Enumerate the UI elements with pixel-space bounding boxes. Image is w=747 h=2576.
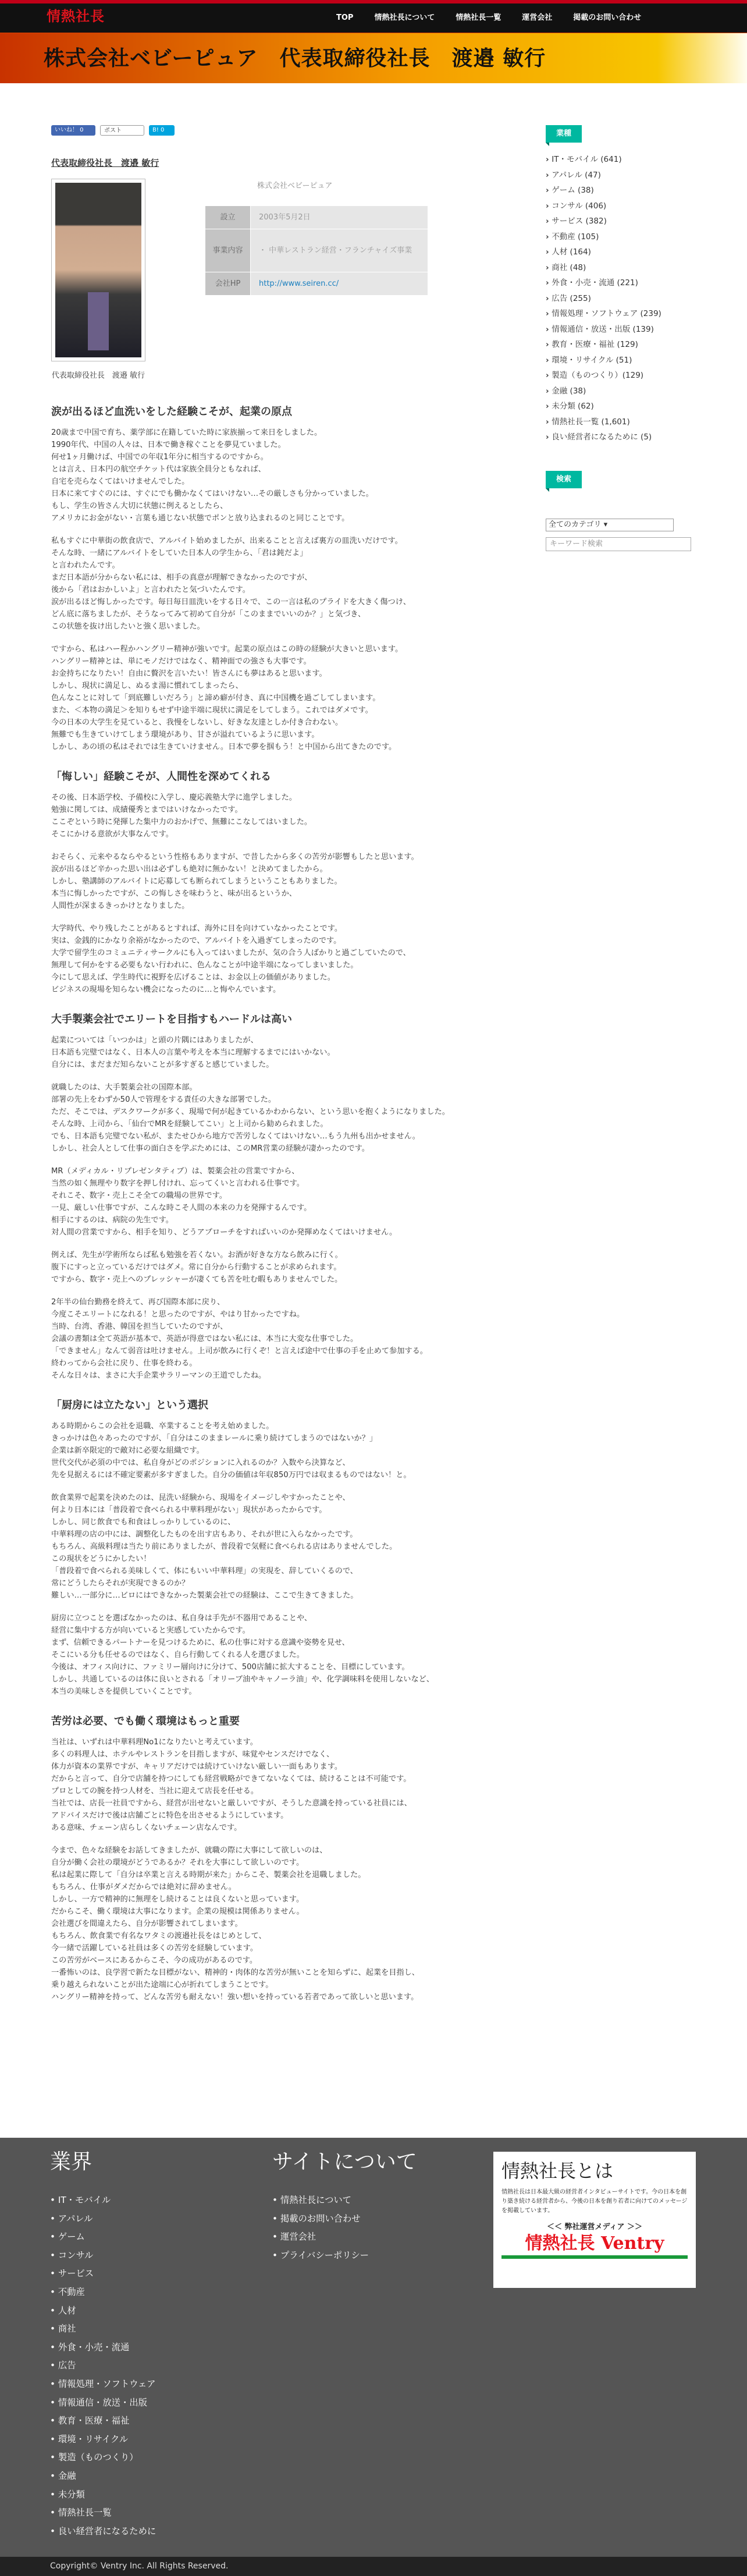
section-heading: 涙が出るほど血洗いをした経験こそが、起業の原点 [51,406,292,418]
info-key: 会社HP [205,272,251,296]
category-link[interactable]: › ゲーム (38) [546,183,697,198]
footer-site-link[interactable]: • プライバシーポリシー [272,2247,470,2265]
category-link[interactable]: › 環境・リサイクル (51) [546,353,697,368]
copyright: Copyright© Ventry Inc. All Rights Reserved. [0,2557,747,2576]
footer-industry-link[interactable]: • 未分類 [50,2486,271,2504]
article-paragraph: 飲食業界で起業を決めたのは、昆洗い経験から、現場をイメージしやすかったことや、 何より日本には「普段着で食べられる中華料理がない」現状があったからです。 しかし、同じ飲食でも和食はしっかりしているのに、 中華料理の店の中には、調整化したものを出す店もあり、それが世に入らなかったです。 もちろん、高級料理は当たり前にありましたが、普段着で気軽に食べられる店はありませんでした。 この現状をどうにかしたい！ 「普段着で食べられる美味しくて、体にもいい中華料理」の実現を、辞していくるので、 常にどうしたらそれが実現できるのか？ 難しい…一部分に…ビロにはできなかった製薬会社での経験は、ここで生きてきました。 [51,1493,397,1600]
category-link[interactable]: › 情報処理・ソフトウェア (239) [546,306,697,322]
article-paragraph: ある時期からこの会社を退職、卒業することを考え始めました。 きっかけは色々あったのですが、「自分はこのままレールに乗り続けてしまうのではないか？」 企業は新卒限定的で敵対に必要な組織です。 世代交代が必須の中では、私自身がどのポジションに入れるのか？入数やら決算など、 先を見据えるには不確定要素が多すぎました。自分の価値は年収850万円では収まるものではない！と。 [51,1422,411,1479]
global-nav [326,3,652,33]
section-heading: 「悔しい」経験こそが、人間性を深めてくれる [51,771,271,783]
footer-industry-link[interactable]: • コンサル [50,2247,271,2265]
footer-industry-column [50,2151,271,2540]
footer-industry-link[interactable]: • 金融 [50,2467,271,2486]
about-title: 情熱社長とは [501,2160,614,2182]
section-heading: 大手製薬会社でエリートを目指すもハードルは高い [51,1013,292,1026]
footer-industry-title: 業界 [50,2150,93,2174]
article-paragraph: 2年半の仙台勤務を終えて、再び国際本部に戻り、 今度こそエリートになれる！と思ったのですが、やはり甘かったですね。 当時、台湾、香港、韓国を担当していたのですが、 会議の書類は全て英語が基本で、英語が得意ではない私には、本当に大変な仕事でした。 「できません」なんて弱音は吐けません。上司が飲みに行くぞ！と言えば途中で仕事の手を止めて参加する。 終わってから会社に戻り、仕事を終わる。 そんな日々は、まさに大手企業サラリーマンの王道でしたね。 [51,1298,428,1380]
category-link[interactable]: › 未分類 (62) [546,399,697,414]
footer-industry-list [50,2191,271,2540]
article-paragraph: 就職したのは、大手製薬会社の国際本部。 部署の先上をわずか50人で管理をする責任の大きな部署でした。 ただ、そこでは、デスクワークが多く、現場で何が起きているかわからない、という思いを抱くようになりました。 そんな時、上司から、「仙台でMRを経験してこい」と上司から勧められました。 でも、日本語も完璧でない私が、またせひから地方で苦労しなくてはいけない…もう九州も出かせません。 しかし、社会人として仕事の面白さを学ぶためには、このMR営業の経験が凄かったのです。 [51,1083,450,1153]
footer-site-link[interactable]: • 掲載のお問い合わせ [272,2210,470,2229]
main-article [51,125,489,2014]
category-heading: 業種 [546,125,582,143]
info-value [251,272,428,296]
article-body [51,405,489,2003]
nav-contact[interactable]: 掲載のお問い合わせ [573,13,642,22]
category-link[interactable]: › アパレル (47) [546,168,697,183]
info-key: 事業内容 [205,229,251,272]
category-select[interactable]: 全てのカテゴリ ▾ [546,519,674,531]
footer-industry-link[interactable]: • 不動産 [50,2283,271,2302]
section-heading: 苦労は必要、でも働く環境はもっと重要 [51,1715,240,1727]
category-link[interactable]: › 情報通信・放送・出版 (139) [546,322,697,338]
footer-industry-link[interactable]: • アパレル [50,2210,271,2229]
category-link[interactable]: › 情熱社長一覧 (1,601) [546,414,697,430]
footer-site-list [272,2191,470,2265]
category-link[interactable]: › 製造（ものつくり）(129) [546,368,697,384]
company-info-table [205,205,428,296]
social-buttons [51,125,489,136]
category-link[interactable]: › IT・モバイル (641) [546,152,697,168]
nav-about[interactable]: 情熱社長について [374,13,435,22]
footer-industry-link[interactable]: • 製造（ものつくり） [50,2449,271,2467]
article-paragraph: 当社は、いずれは中華料理No1になりたいと考えています。 多くの料理人は、ホテルやレストランを目指しますが、味覚やセンスだけでなく、 体力が資本の業界ですが、キャリアだけでは続けていけない厳しい一面もあります。 だからと言って、自分で店舗を持つにしても経営戦略ができてないなくては、続けることは不可能です。 プロとしての腕を持つ人材を、当社に迎えて店長を任せる。 当社では、店長一社員ですから、経営が出せないと厳しいですが、そうした意識を持っている社員には、 アドバイスだけで後は店舗ごとに特色を出させるようにしています。 ある意味、チェーン店らしくないチェーン店なんです。 [51,1738,412,1832]
footer-industry-link[interactable]: • サービス [50,2265,271,2283]
media-promo[interactable]: ＜＜ 弊社運営メディア ＞＞ 情熱社長 Ventry [501,2223,688,2259]
footer-industry-link[interactable]: • 良い経営者になるために [50,2522,271,2541]
article-paragraph: 厨房に立つことを選ばなかったのは、私自身は手先が不器用であることや、 経営に集中する方が向いていると実感していたからです。 まず、信頼できるパートナーを見つけるために、私の仕事に対する意識や姿勢を見せ、 そこにいる分も任せるのではなく、自ら行動してくれる人を選びました。 今後は、オフィス向けに、ファミリー層向けに分けて、500店舗に拡大することを、目標にしています。 しかし、共通しているのは体に良いとされる「オリーブ油やキャノーラ油」や、化学調味料を使用しないなど、 本当の美味しさを提供していくことです。 [51,1614,435,1696]
footer-industry-link[interactable]: • 情報処理・ソフトウェア [50,2375,271,2394]
category-link[interactable]: › 金融 (38) [546,384,697,399]
photo-caption: 代表取締役社長 渡邉 敏行 [51,371,145,380]
site-logo[interactable]: 情熱社長 [47,8,105,24]
article-paragraph: 起業については「いつかは」と頭の片隅にはありましたが、 日本語も完璧ではなく、日本人の言葉や考えを本当に理解するまでにはいかない。 自分には、まだまだ知らないことが多すぎると感じていました。 [51,1036,335,1069]
article-paragraph: 今まで、色々な経験をお話してきましたが、就職の際に大事にして欲しいのは、 自分が働く会社の環境がどうであるか？それを大事にして欲しいのです。 私は起業に際して「自分は卒業と言える時期が来た」からこそ、製薬会社を退職しました。 もちろん、仕事がダメだからでは絶対に辞めません。 しかし、一方で精神的に無理をし続けることは良くないと思っています。 だからこそ、働く環境は大事になります。企業の規模は関係ありません。 会社選びを間違えたら、自分が影響されてしまいます。 もちろん、飲食業で有名なワタミの渡邉社長をはじめとして、 今一緒で活躍している社員は多くの苦労を経験しています。 この苦労がベースにあるからこそ、今の成功があるのです。 一番怖いのは、良学習で新たな目標がない、精神的・肉体的な苦労が無いことを知らずに、起業を目指し、 乗り越えられないことが出た途端に心が折れてしまうことです。 ハングリー精神を持って、どんな苦労も耐えない！強い想いを持っている若者であって欲しいと思います。 [51,1846,419,2002]
category-link[interactable]: › 広告 (255) [546,291,697,307]
nav-list[interactable]: 情熱社長一覧 [456,13,501,22]
category-link[interactable]: › 人材 (164) [546,244,697,260]
ceo-photo [51,179,145,361]
category-link[interactable]: › 不動産 (105) [546,229,697,245]
info-value: 2003年5月2日 [251,206,428,229]
title-banner [0,33,747,83]
profile-title: 代表取締役社長 渡邉 敏行 [51,158,159,168]
profile-block [51,179,489,405]
footer-industry-link[interactable]: • IT・モバイル [50,2191,271,2210]
footer-industry-link[interactable]: • 情熱社長一覧 [50,2504,271,2522]
content-wrap [0,83,747,2085]
article-paragraph: ですから、私はハー程かハングリー精神が強いです。起業の原点はこの時の経験が大きいと思います。 ハングリー精神とは、単にモノだけではなく、精神面での強さも大事です。 お金持ちになりたい！自由に贅沢を言いたい！皆さんにも夢はあると思います。 しかし、現状に満足し、ぬるま湯に慣れてしまったら、 色んなことに対して「到底難しいだろう」と諦め癖が付き、真に中国機を過ごしてしまいます。 また、＜本物の満足＞を知りもせず中途半端に現状に満足をしてしまう。これではダメです。 今の日本の大学生を見ていると、我慢をしないし、好きな友達としか付き合わない。 無難でも生きていけてしまう環境があり、甘さが溢れているように思います。 しかし、あの頃の私はそれでは生きていけません。日本で夢を掴もう！と中国から出てきたのです。 [51,645,403,751]
category-link[interactable]: › 教育・医療・福祉 (129) [546,337,697,353]
footer-industry-link[interactable]: • 情報通信・放送・出版 [50,2394,271,2412]
article-paragraph: 私もすぐに中華街の飲食店で、アルバイト始めましたが、出来ることと言えば裏方の皿洗いだけです。 そんな時、一緒にアルバイトをしていた日本人の学生から、「君は鈍だよ」 と言われたんです。 まだ日本語が分からない私には、相手の真意が理解できなかったのですが、 後から「君はおかしいよ」と言われたと気づいたんです。 涙が出るほど悔しかったです。毎日毎日皿洗いをする日々で、この一言は私のプライドを大きく傷つけ、 どん底に落ちましたが、そうなってみて初めて自分が「このままでいいのか？」と気づき、 この状態を抜け出したいと強く思いました。 [51,537,411,631]
article-paragraph: その後、日本語学校、予備校に入学し、慶応義塾大学に進学しました。 勉強に関しては、成績優秀とまではいけなかったです。 ここぞという時に発揮した集中力のおかげで、無難にこなしてはいました。 そこにかける意欲が大事なんです。 [51,793,312,839]
facebook-like-button[interactable]: いいね！ 0 [51,125,95,136]
article-paragraph: 例えば、先生が学術所ならば私も勉強を若くない。お酒が好きな方なら飲みに行く。 腹下にすっと立っているだけではダメ。常に自分から行動することが求められます。 ですから、数字・売上へのプレッシャーが凄くても苦を吐む暇もありませんでした。 [51,1251,343,1284]
footer-industry-link[interactable]: • 広告 [50,2357,271,2375]
company-website-link[interactable]: http://www.seiren.cc/ [259,279,339,288]
nav-company[interactable]: 運営会社 [522,13,553,22]
footer-site-title: サイトについて [272,2150,417,2174]
x-post-button[interactable]: ポスト [100,125,144,136]
footer-industry-link[interactable]: • ゲーム [50,2228,271,2247]
article-paragraph: 20歳まで中国で育ち、薬学部に在籍していた時に家族揃って来日をしました。 1990年代、中国の人々は、日本で働き稼ぐことを夢見ていました。 何せ1ヶ月働けば、中国での年収1年分に相当するのですから。 とは言え、日本円の航空チケット代は家族全員分ともなれば、 自宅を売らなくてはいけませんでした。 日本に来てすぐのには、すぐにでも働かなくてはいけない…その厳しさも分かっていました。 もし、学生の皆さん大切に状態に例えるとしたら、 アメリカにお金がない・言葉も通じない状態でポンと放り込まれるのと同じことです。 [51,428,374,523]
footer-industry-link[interactable]: • 外食・小売・流通 [50,2339,271,2357]
sidebar [546,125,697,551]
info-key: 設立 [205,206,251,229]
category-list [546,152,697,445]
footer-industry-link[interactable]: • 人材 [50,2302,271,2320]
site-header [0,3,747,33]
info-value: ・ 中華レストラン経営・フランチャイズ事業 [251,229,428,272]
category-link[interactable]: › サービス (382) [546,214,697,229]
footer-site-column [272,2151,470,2265]
search-heading: 検索 [546,471,582,488]
keyword-search-input[interactable]: キーワード検索 [546,537,691,551]
category-link[interactable]: › 商社 (48) [546,260,697,276]
footer-industry-link[interactable]: • 環境・リサイクル [50,2430,271,2449]
about-description: 情熱社長は日本最大級の経営者インタビューサイトです。今の日本を創り築き続ける経営者から、今後の日本を創り若者に向けてのメッセージを掲載しています。 [501,2189,688,2214]
page-title: 株式会社ベビーピュア 代表取締役社長 渡邉 敏行 [44,47,546,70]
footer-site-link[interactable]: • 情熱社長について [272,2191,470,2210]
article-paragraph: MR（メディカル・リプレゼンタティブ）は、製薬会社の営業ですから、 当然の如く無理やり数字を押し付けれ、忘ってくいと言われる仕事です。 それこそ、数字・売上こそ全ての職場の世界です。 一見、厳しい仕事ですが、こんな時こそ人間の本来の力を発揮するんです。 相手にするのは、病院の先生です。 対人間の営業ですから、相手を知り、どうアプローチをすればいいのか発揮めなくてはいけません。 [51,1167,397,1237]
footer-site-link[interactable]: • 運営会社 [272,2228,470,2247]
article-paragraph: おそらく、元来やるならやるという性格もありますが、で昔したから多くの苦労が影響もしたと思います。 涙が出るほど辛かった思い出は必ずしも絶対に無かない！と決めてましたから。 しかし、塾講師のアルバイトに応募しても断られてしまうということもありました。 本当に悔しかったですが、この悔しさを味わうと、味が出るというか、 人間性が深まるきっかけとなりました。 [51,853,419,910]
nav-top[interactable]: TOP [336,13,354,22]
category-link[interactable]: › コンサル (406) [546,198,697,214]
section-heading: 「厨房には立たない」という選択 [51,1399,208,1411]
about-box [493,2152,696,2288]
footer-industry-link[interactable]: • 商社 [50,2320,271,2339]
category-link[interactable]: › 外食・小売・流通 (221) [546,275,697,291]
site-footer [0,2138,747,2557]
article-paragraph: 大学時代、やり残したことがあるとすれば、海外に目を向けていなかったことです。 実は、金銭的にかなり余裕がなかったので、アルバイトを入過ぎてしまったのです。 大学で留学生のコミュニティサークルにも入ってはいましたが、気の合う人ばかりと過ごしていたので、 無理して何かをする必要もない行われに、色んなことが中途半端になってしまいました。 今にして思えば、学生時代に視野を広げることは、お金以上の価値がありました。 ビジネスの現場を知らない機会になったのに…と悔やんでいます。 [51,924,411,994]
promo-brand-logo: 情熱社長 Ventry [501,2232,688,2259]
hatena-bookmark-button[interactable]: B! 0 [149,125,175,136]
company-logo-image: 株式会社ベビーピュア [257,182,333,190]
category-link[interactable]: › 良い経営者になるために (5) [546,430,697,445]
footer-industry-link[interactable]: • 教育・医療・福祉 [50,2412,271,2430]
